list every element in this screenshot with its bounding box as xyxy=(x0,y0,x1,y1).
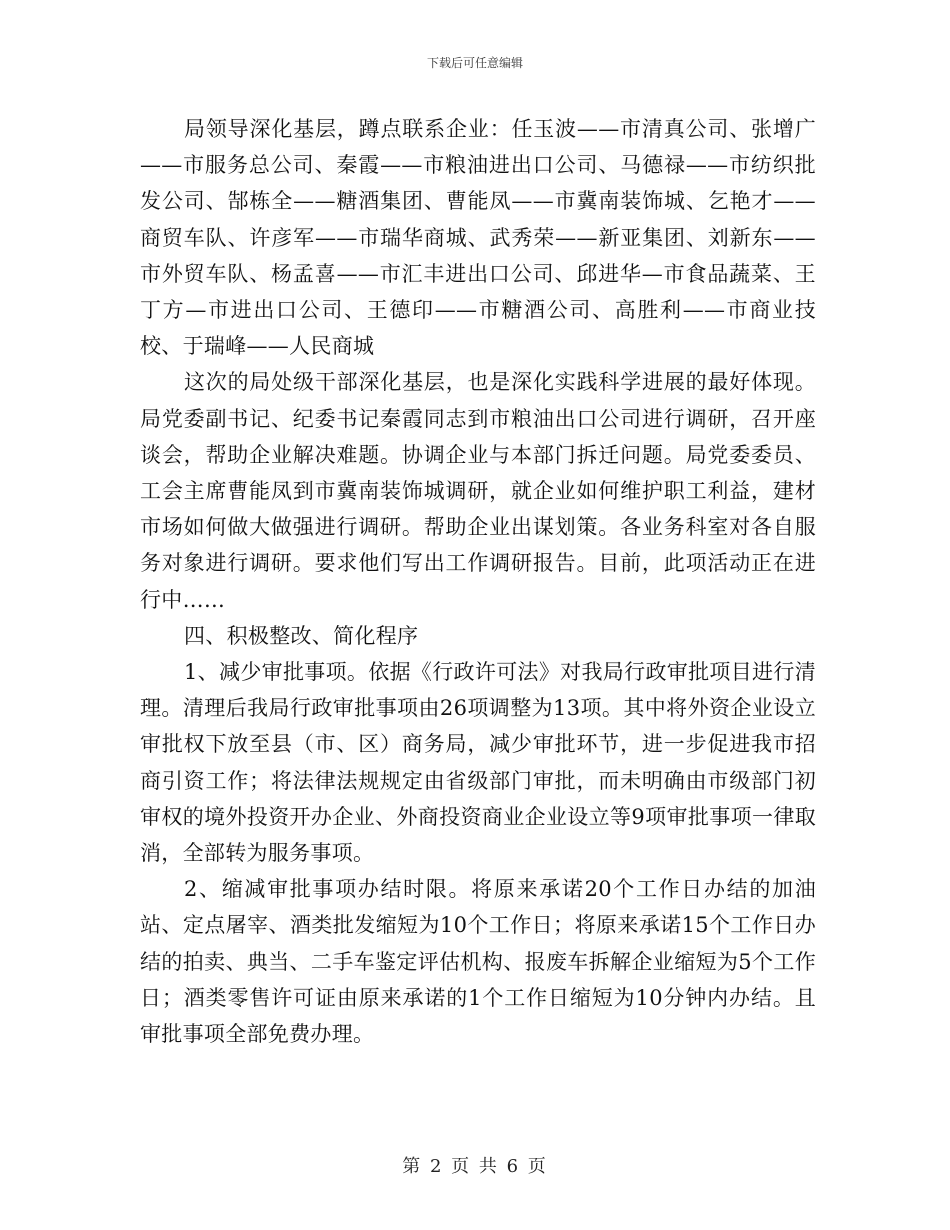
paragraph-reduce-approval: 1、减少审批事项。依据《行政许可法》对我局行政审批项目进行清理。清理后我局行政审批事项由26项调整为13项。其中将外资企业设立审批权下放至县（市、区）商务局，减少审批环节，进一步促进我市招商引资工作；将法律法规规定由省级部门审批，而未明确由市级部门初审权的境外投资开办企业、外商投资商业企业设立等9项审批事项一律取消，全部转为服务事项。 xyxy=(140,660,816,866)
paragraph-leaders-contact: 局领导深化基层，蹲点联系企业：任玉波——市清真公司、张增广——市服务总公司、秦霞——市粮油进出口公司、马德禄——市纺织批发公司、郜栋全——糖酒集团、曹能凤——市冀南装饰城、乞艳才——商贸车队、许彦军——市瑞华商城、武秀荣——新亚集团、刘新东——市外贸车队、杨孟喜——市汇丰进出口公司、邱进华—市食品蔬菜、王丁方—市进出口公司、王德印——市糖酒公司、高胜利——市商业技校、于瑞峰——人民商城 xyxy=(140,117,816,359)
section-heading-rectification: 四、积极整改、简化程序 xyxy=(184,623,419,648)
paragraph-research-activity: 这次的局处级干部深化基层，也是深化实践科学进展的最好体现。局党委副书记、纪委书记秦霞同志到市粮油出口公司进行调研，召开座谈会，帮助企业解决难题。协调企业与本部门拆迁问题。局党委委员、工会主席曹能凤到市冀南装饰城调研，就企业如何维护职工利益，建材市场如何做大做强进行调研。帮助企业出谋划策。各业务科室对各自服务对象进行调研。要求他们写出工作调研报告。目前，此项活动正在进行中…… xyxy=(140,370,816,612)
page-header: 下载后可任意编辑 xyxy=(426,56,523,70)
page-footer: 第 2 页 共 6 页 xyxy=(402,1156,548,1177)
document-body xyxy=(140,111,816,1052)
paragraph-shorten-time-limit: 2、缩减审批事项办结时限。将原来承诺20个工作日办结的加油站、定点屠宰、酒类批发缩短为10个工作日；将原来承诺15个工作日办结的拍卖、典当、二手车鉴定评估机构、报废车拆解企业缩短为5个工作日；酒类零售许可证由原来承诺的1个工作日缩短为10分钟内办结。且审批事项全部免费办理。 xyxy=(140,877,816,1047)
